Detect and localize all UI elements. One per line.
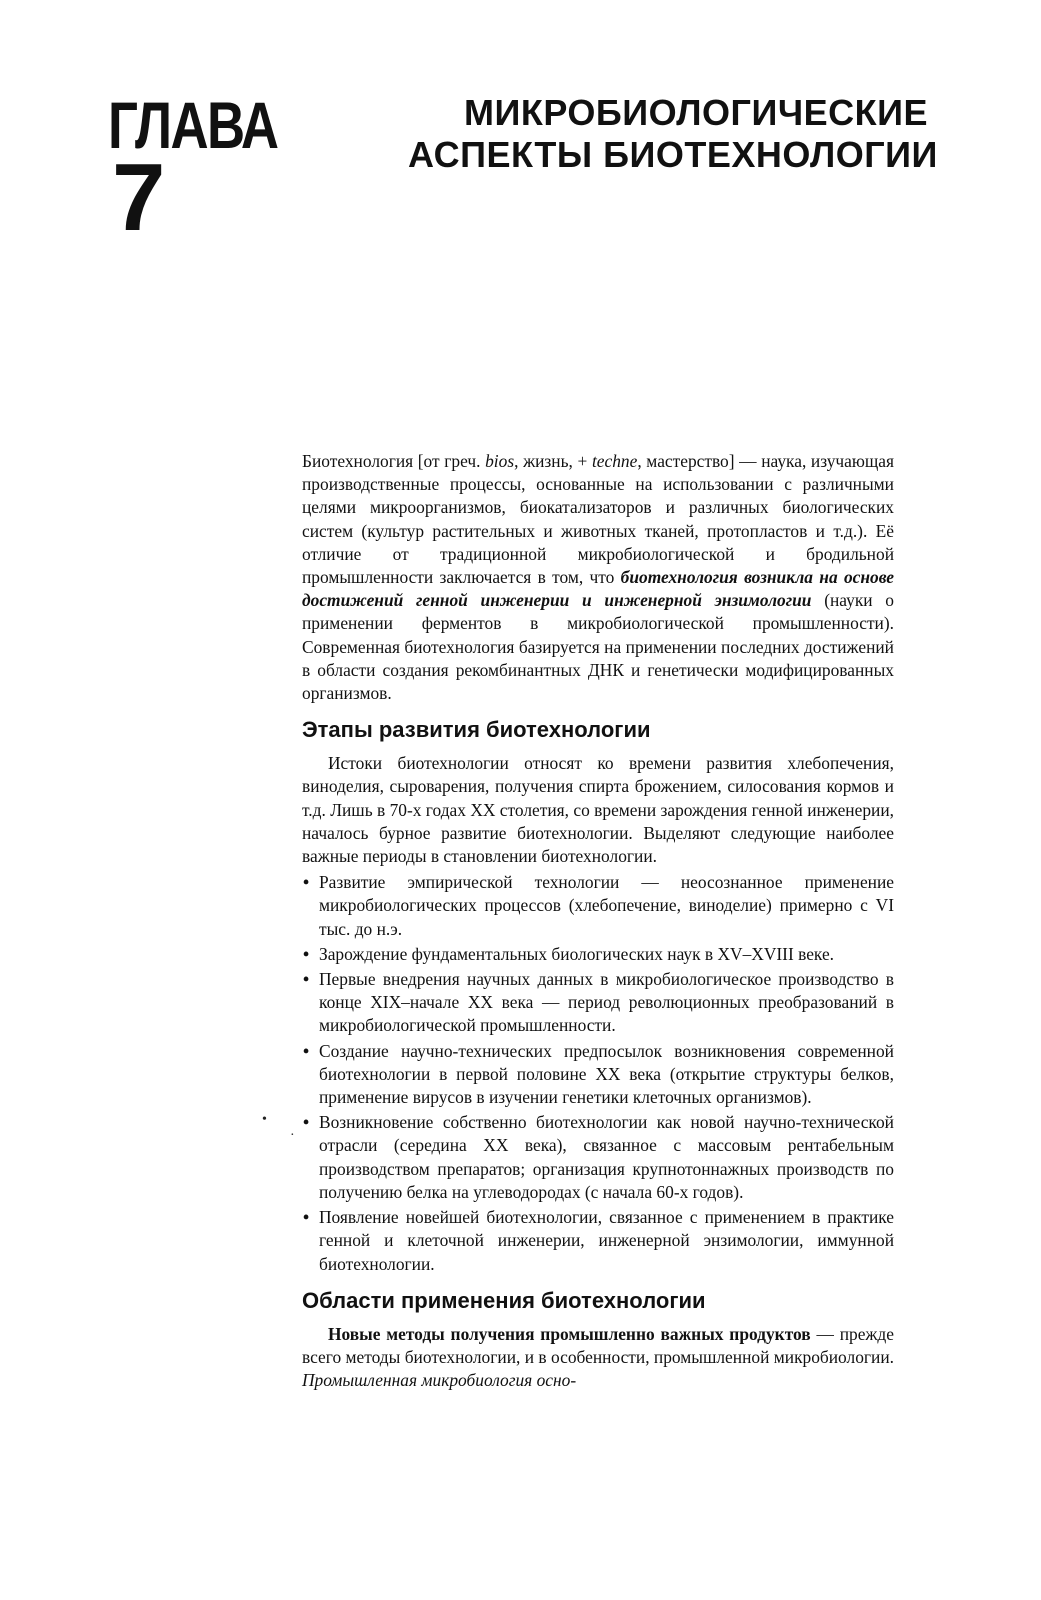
intro-paragraph: Биотехнология [от греч. bios, жизнь, + techne, мастерство] — наука, изучающая производственные процессы, основанные на использовании с различными целями микроорганизмов, биокатализаторов и различных биологических систем (культур растительных и животных тканей, протопластов и т.д.). Её отличие от традиционной микробиологической и бродильной промышленности заключается в том, что биотехнология возникла на основе достижений генной инженерии и инженерной энзимологии (науки о применении ферментов в микробиологической промышленности). Современная биотехнология базируется на применении последних достижений в области создания рекомбинантных ДНК и генетически модифицированных организмов. — [302, 451, 894, 704]
list-item: • Зарождение фундаментальных биологических наук в XV–XVIII веке. — [302, 943, 894, 966]
chapter-title-line-1: МИКРОБИОЛОГИЧЕСКИЕ — [464, 92, 928, 133]
applications-bold: Новые методы получения промышленно важных продуктов — [328, 1323, 811, 1344]
chapter-title — [408, 92, 938, 176]
margin-dot-2: · — [290, 1128, 295, 1143]
list-item: • Возникновение собственно биотехнологии как новой научно-технической отрасли (середина XX века), связанное с массовым рентабельным производством препаратов; организация крупнотоннажных производств по получению белка на углеводородах (с начала 60-х годов). — [302, 1111, 894, 1204]
list-item: • Появление новейшей биотехнологии, связанное с применением в практике генной и клеточной инженерии, инженерной энзимологии, иммунной биотехнологии. — [302, 1206, 894, 1276]
stages-list — [302, 871, 894, 1275]
page-content — [302, 450, 894, 1392]
list-item: • Развитие эмпирической технологии — неосознанное применение микробиологических процессов (хлебопечение, виноделие) примерно с VI тыс. до н.э. — [302, 871, 894, 941]
chapter-number: 7 — [112, 144, 166, 251]
list-item: • Создание научно-технических предпосылок возникновения современной биотехнологии в первой половине XX века (открытие структуры белков, применение вирусов в изучении генетики клеточных организмов). — [302, 1040, 894, 1110]
section-heading-stages: Этапы развития биотехнологии — [302, 717, 651, 743]
list-item: • Первые внедрения научных данных в микробиологическое производство в конце XIX–начале XX века — период революционных преобразований в микробиологической промышленности. — [302, 968, 894, 1038]
section-heading-applications: Области применения биотехнологии — [302, 1287, 706, 1313]
term-bios: bios — [485, 451, 515, 471]
chapter-word: ГЛАВА — [108, 88, 278, 162]
term-techne: techne — [591, 451, 638, 471]
applications-paragraph: Новые методы получения промышленно важных продуктов — прежде всего методы биотехнологии, и в особенности, промышленной микробиологии. Промышленная микробиология осно- — [302, 1323, 895, 1391]
intro-emphasis: биотехнология возникла на основе достижений генной инженерии и инженерной энзимологии — [302, 567, 894, 611]
chapter-title-line-2: АСПЕКТЫ БИОТЕХНОЛОГИИ — [408, 134, 938, 175]
stages-paragraph: Истоки биотехнологии относят ко времени развития хлебопечения, виноделия, сыроварения, получения спирта брожением, силосования кормов и т.д. Лишь в 70-х годах XX столетия, со времени зарождения генной инженерии, началось бурное развитие биотехнологии. Выделяют следующие наиболее важные периоды в становлении биотехнологии. — [302, 753, 894, 867]
margin-dot-1: • — [262, 1112, 267, 1127]
applications-italic: Промышленная микробиология осно- — [302, 1370, 577, 1391]
